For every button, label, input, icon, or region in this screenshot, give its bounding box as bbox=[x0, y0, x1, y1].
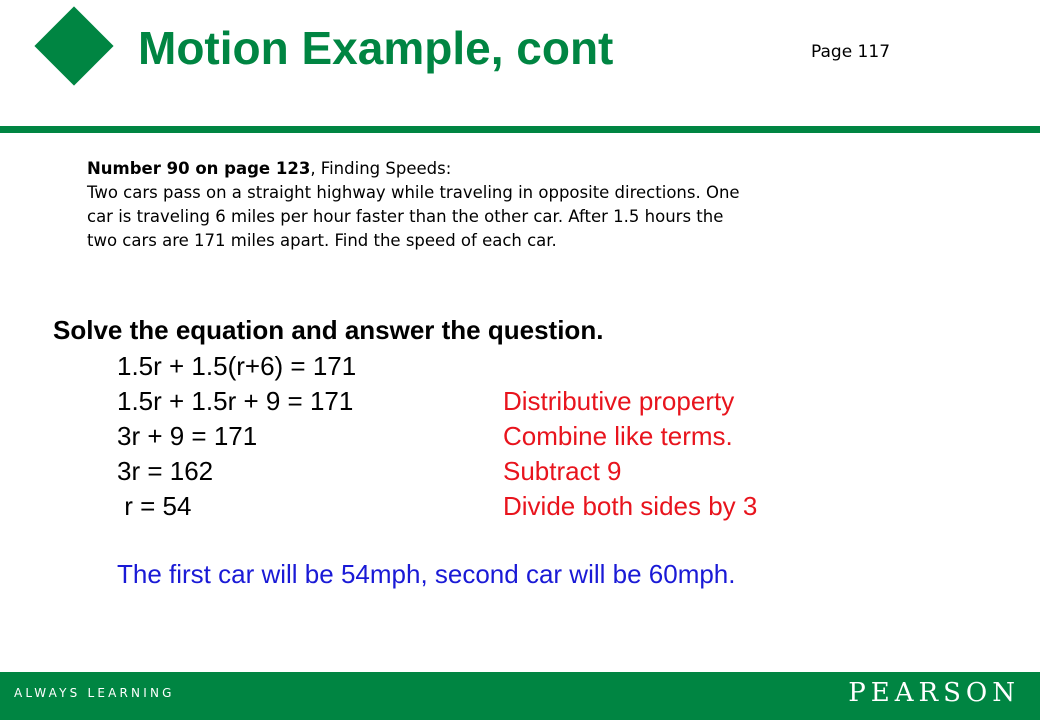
step-note: Combine like terms. bbox=[503, 421, 733, 451]
solution-heading: Solve the equation and answer the question. bbox=[53, 315, 604, 345]
step-note: Divide both sides by 3 bbox=[503, 491, 758, 521]
pearson-logo: PEARSON bbox=[848, 678, 1020, 708]
step-note: Subtract 9 bbox=[503, 456, 622, 486]
diamond-bullet-icon bbox=[34, 6, 113, 85]
title-divider bbox=[0, 126, 1040, 133]
problem-line: two cars are 171 miles apart. Find the speed of each car. bbox=[87, 231, 557, 250]
slide-title: Motion Example, cont bbox=[138, 22, 614, 74]
equation-step: r = 54 bbox=[117, 491, 192, 521]
equation-step: 3r + 9 = 171 bbox=[117, 421, 258, 451]
footer-bar bbox=[0, 672, 1040, 720]
problem-ref-bold: Number 90 on page 123 bbox=[87, 159, 311, 178]
page-number: Page 117 bbox=[811, 42, 891, 62]
equation-step: 3r = 162 bbox=[117, 456, 214, 486]
problem-line: Two cars pass on a straight highway while traveling in opposite directions. One bbox=[87, 183, 740, 202]
problem-reference bbox=[87, 157, 987, 181]
footer-tagline: ALWAYS LEARNING bbox=[14, 686, 175, 700]
equation-step: 1.5r + 1.5(r+6) = 171 bbox=[117, 351, 357, 381]
problem-line: car is traveling 6 miles per hour faster than the other car. After 1.5 hours the bbox=[87, 207, 724, 226]
problem-ref-rest: , Finding Speeds: bbox=[310, 159, 452, 178]
equation-step: 1.5r + 1.5r + 9 = 171 bbox=[117, 386, 354, 416]
answer-statement: The first car will be 54mph, second car will be 60mph. bbox=[117, 559, 736, 589]
step-note: Distributive property bbox=[503, 386, 735, 416]
problem-statement bbox=[87, 157, 987, 253]
